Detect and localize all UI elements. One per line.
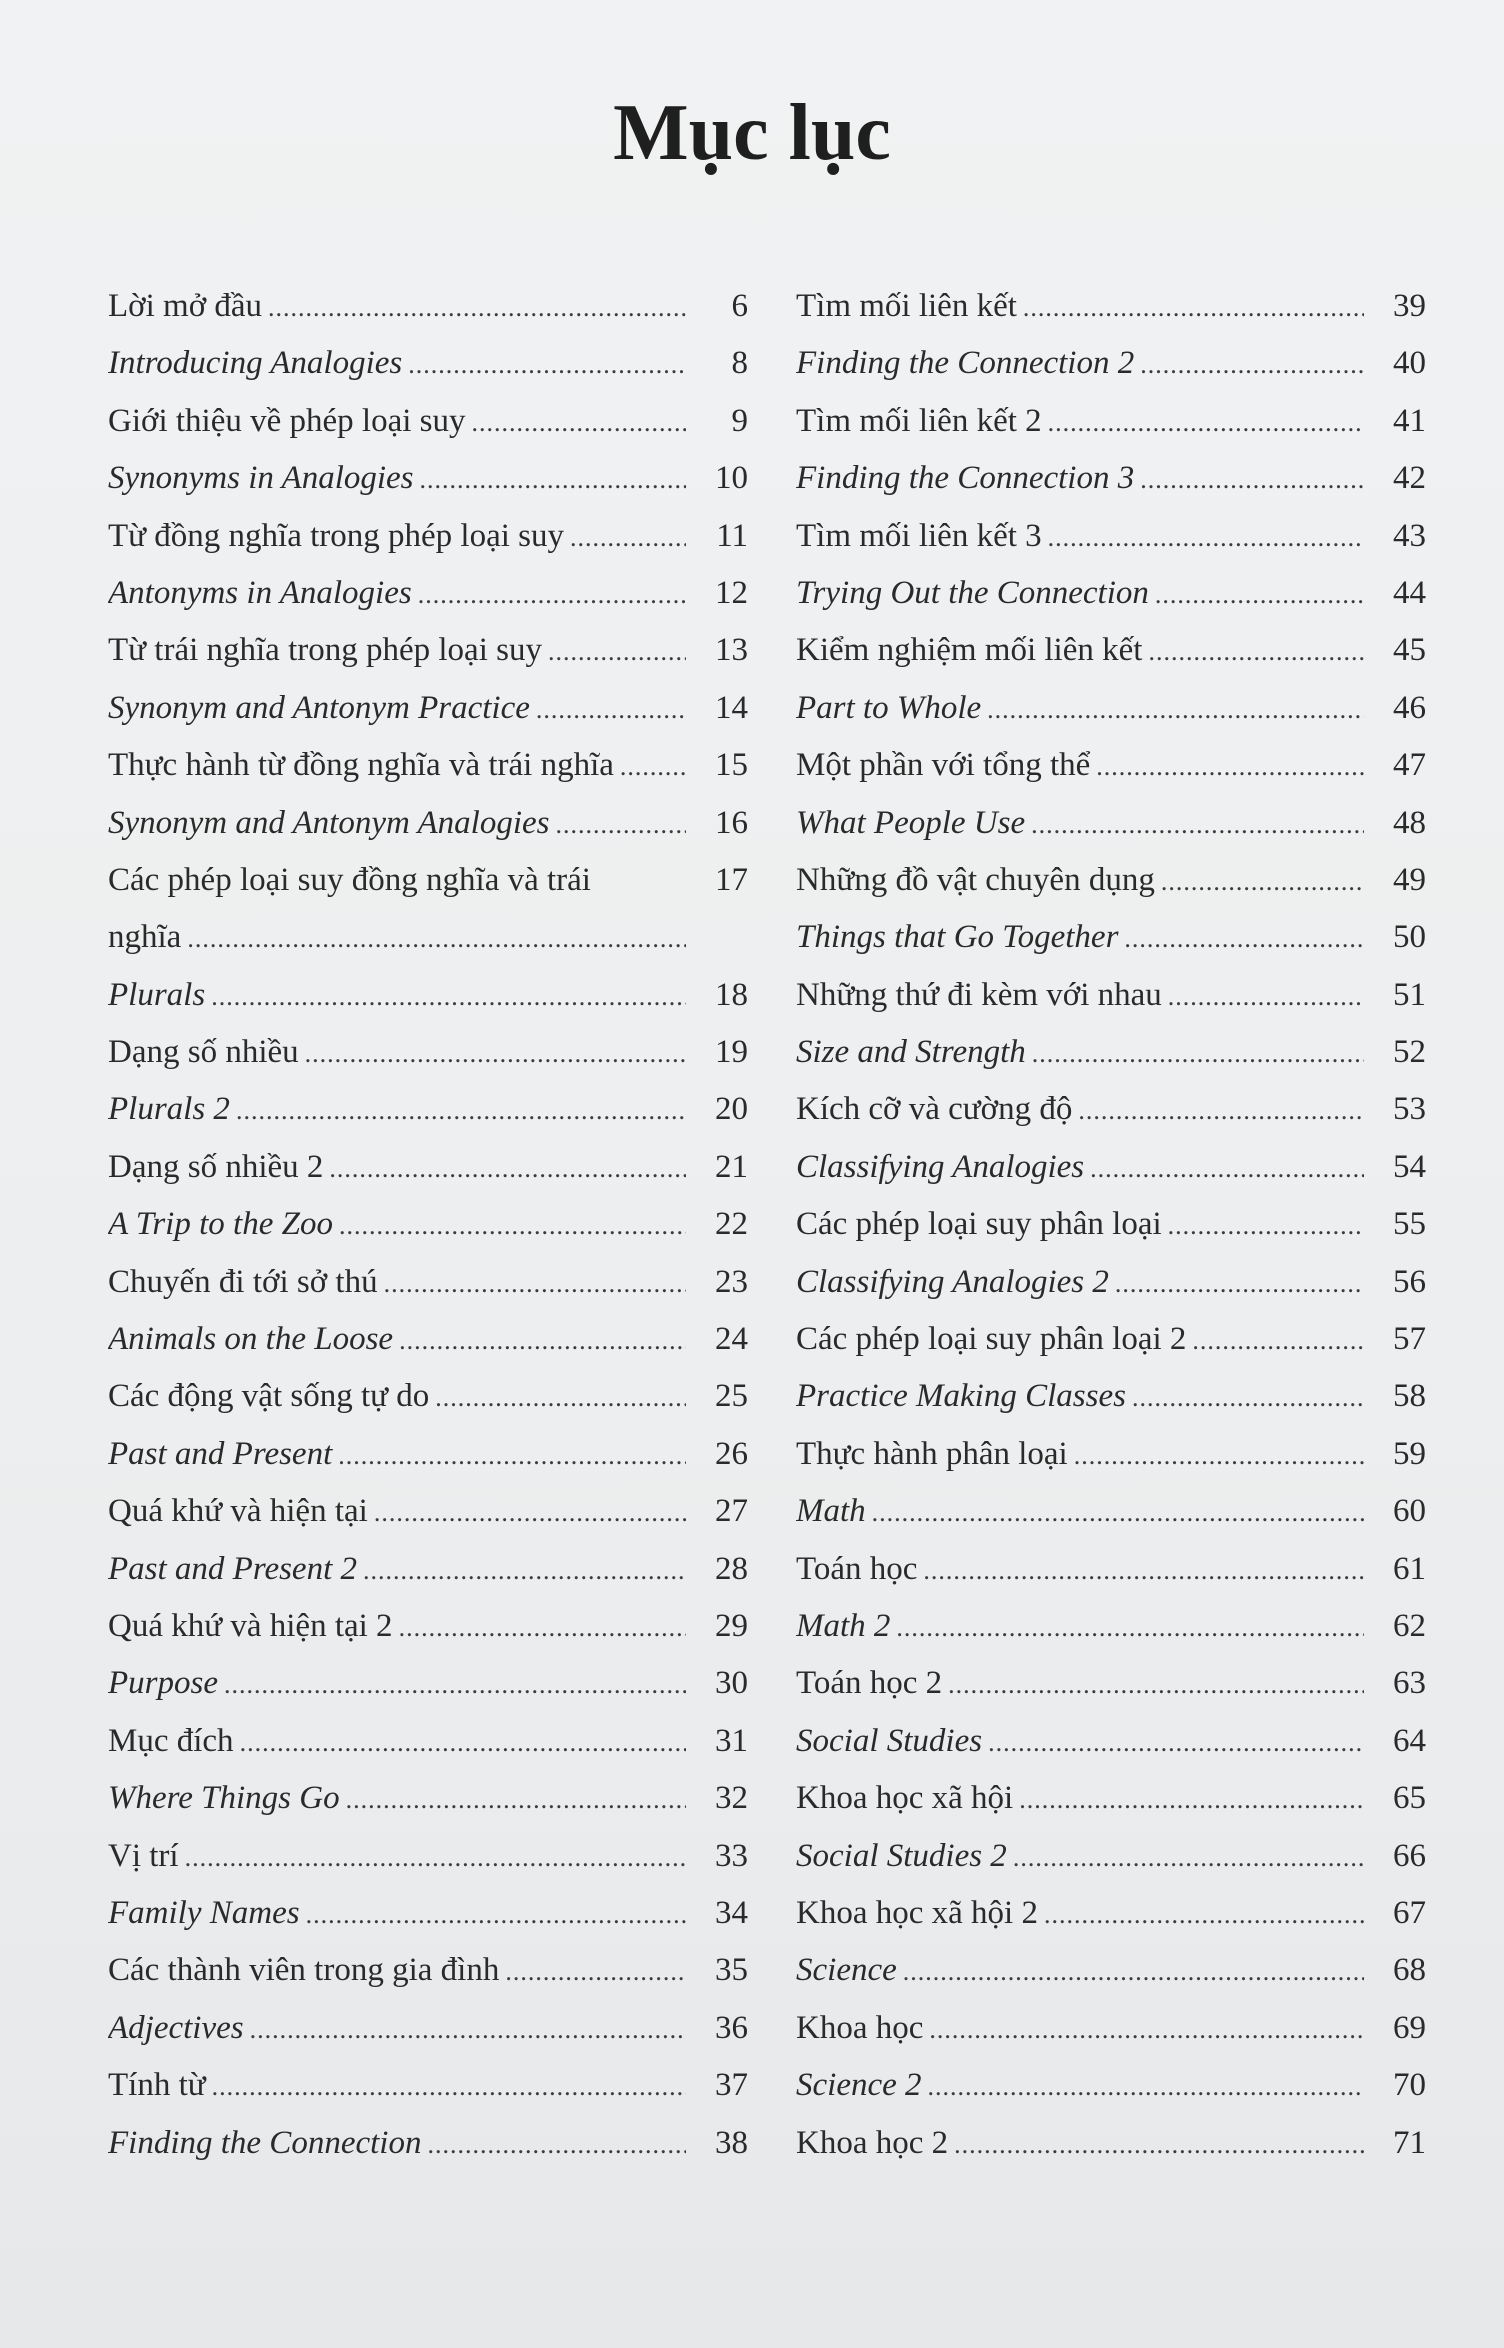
toc-entry-page-number: 35 [715,1952,748,1989]
toc-entry-page-number: 39 [1393,288,1426,324]
toc-entry [796,2010,1426,2067]
toc-entry-title: Synonyms in Analogies ..... [108,460,686,497]
toc-entry-page-number: 70 [1393,2067,1426,2104]
toc-entry-title: Science ..... [796,1952,1364,1989]
toc-entry-title: Math ..... [796,1493,1364,1530]
toc-entry-page-number: 61 [1393,1550,1426,1587]
toc-entry-title: What People Use ..... [796,805,1364,842]
toc-entry-page-number: 38 [715,2124,748,2161]
toc-entry [108,632,748,689]
toc-entry-title: Toán học 2 ..... [796,1665,1364,1702]
toc-entry-title: Thực hành phân loại ..... [796,1436,1364,1473]
toc-entry-page-number: 34 [715,1894,748,1931]
toc-entry-title: Part to Whole ..... [796,690,1364,727]
toc-entry-page-number: 64 [1393,1722,1426,1759]
toc-entry [108,862,748,977]
toc-entry [108,1551,748,1608]
toc-entry [796,1091,1426,1148]
toc-entry [796,690,1426,747]
toc-entry-title: Social Studies 2 ..... [796,1838,1364,1875]
toc-entry-page-number: 27 [715,1493,748,1530]
toc-entry [796,1838,1426,1895]
toc-entry [108,345,748,402]
page-title: Mục lục [613,89,891,177]
toc-entry-page-number: 13 [715,632,748,669]
toc-entry [108,747,748,804]
toc-entry-title: Những thứ đi kèm với nhau ..... [796,977,1364,1014]
toc-entry-page-number: 57 [1393,1321,1426,1358]
toc-entry-page-number: 41 [1393,402,1426,439]
toc-entry [796,977,1426,1034]
toc-entry-title: Purpose ..... [108,1665,686,1702]
toc-entry-title: Practice Making Classes ..... [796,1378,1364,1415]
toc-entry-title: Các phép loại suy phân loại 2 ..... [796,1321,1364,1358]
toc-entry-page-number: 33 [715,1837,748,1874]
toc-entry-page-number: 36 [715,2009,748,2046]
toc-entry [108,1608,748,1665]
toc-entry-page-number: 60 [1393,1493,1426,1530]
toc-entry [796,575,1426,632]
toc-entry-page-number: 25 [715,1378,748,1415]
toc-entry [108,1149,748,1206]
toc-entry-page-number: 18 [715,976,748,1013]
toc-entry [108,1206,748,1263]
toc-entry [796,1493,1426,1550]
toc-entry-title: Mục đích ..... [108,1723,686,1760]
toc-entry-title: Thực hành từ đồng nghĩa và trái nghĩa ..... [108,747,686,784]
toc-entry-page-number: 42 [1393,460,1426,497]
toc-entry-page-number: 51 [1393,976,1426,1013]
toc-entry-page-number: 46 [1393,689,1426,726]
toc-entry-title: Classifying Analogies 2 ..... [796,1264,1364,1301]
toc-entry-page-number: 22 [715,1206,748,1243]
toc-entry-title: Animals on the Loose ..... [108,1321,686,1358]
toc-entry [108,1436,748,1493]
toc-entry [796,1608,1426,1665]
toc-entry-page-number: 8 [731,345,748,382]
toc-entry-title: Khoa học xã hội 2 ..... [796,1895,1364,1932]
toc-entry-title: Family Names ..... [108,1895,686,1932]
toc-entry-title: Khoa học xã hội ..... [796,1780,1364,1817]
toc-entry [796,1264,1426,1321]
toc-entry-page-number: 17 [715,861,748,898]
toc-entry-title: Synonym and Antonym Practice ..... [108,690,686,727]
toc-entry-title: Các thành viên trong gia đình ..... [108,1952,686,1989]
toc-entry-title: Từ đồng nghĩa trong phép loại suy ..... [108,518,686,555]
toc-entry-page-number: 47 [1393,747,1426,784]
toc-entry [108,575,748,632]
toc-entry [796,747,1426,804]
toc-entry-page-number: 67 [1393,1894,1426,1931]
toc-entry-page-number: 21 [715,1148,748,1185]
toc-entry-page-number: 66 [1393,1837,1426,1874]
toc-entry-page-number: 23 [715,1263,748,1300]
toc-entry-page-number: 20 [715,1091,748,1128]
toc-entry-title: Các phép loại suy đồng nghĩa và trái nghĩa ..... [108,852,686,968]
toc-entry-page-number: 16 [715,804,748,841]
toc-entry-title: Social Studies ..... [796,1723,1364,1760]
toc-entry [108,1378,748,1435]
toc-entry-page-number: 12 [715,574,748,611]
toc-entry-title: A Trip to the Zoo ..... [108,1206,686,1243]
toc-entry-page-number: 37 [715,2067,748,2104]
toc-entry-page-number: 52 [1393,1034,1426,1071]
toc-entry-page-number: 24 [715,1321,748,1358]
toc-entry-title: Tìm mối liên kết ..... [796,288,1364,325]
toc-entry-page-number: 68 [1393,1952,1426,1989]
toc-entry [796,1665,1426,1722]
toc-entry-title: Từ trái nghĩa trong phép loại suy ..... [108,632,686,669]
toc-entry [108,2067,748,2124]
toc-entry-page-number: 58 [1393,1378,1426,1415]
toc-entry [796,1034,1426,1091]
toc-entry [796,1780,1426,1837]
toc-entry-page-number: 53 [1393,1091,1426,1128]
toc-entry-title: Toán học ..... [796,1551,1364,1588]
toc-entry-title: Finding the Connection ..... [108,2125,686,2162]
toc-entry-page-number: 69 [1393,2009,1426,2046]
toc-entry [108,1952,748,2009]
toc-entry-title: Những đồ vật chuyên dụng ..... [796,862,1364,899]
toc-entry-page-number: 26 [715,1435,748,1472]
toc-entry [108,2125,748,2182]
toc-entry [108,1665,748,1722]
toc-entry-title: Giới thiệu về phép loại suy ..... [108,403,686,440]
toc-entry-page-number: 59 [1393,1435,1426,1472]
toc-entry-title: Where Things Go ..... [108,1780,686,1817]
toc-entry [796,1378,1426,1435]
toc-entry [796,2067,1426,2124]
toc-entry [108,1838,748,1895]
toc-entry-title: Dạng số nhiều ..... [108,1034,686,1071]
toc-entry-page-number: 44 [1393,574,1426,611]
toc-entry-page-number: 71 [1393,2124,1426,2161]
toc-entry [796,1952,1426,2009]
toc-entry [796,460,1426,517]
toc-entry-page-number: 56 [1393,1263,1426,1300]
toc-entry-title: Lời mở đầu ..... [108,288,686,325]
toc-entry-page-number: 31 [715,1722,748,1759]
toc-entry [796,632,1426,689]
toc-entry-title: Chuyến đi tới sở thú ..... [108,1264,686,1301]
toc-entry [796,1436,1426,1493]
toc-entry [108,1780,748,1837]
toc-entry-title: Things that Go Together ..... [796,919,1364,956]
toc-entry-title: Các phép loại suy phân loại ..... [796,1206,1364,1243]
toc-entry [108,518,748,575]
toc-entry-title: Finding the Connection 3 ..... [796,460,1364,497]
toc-entry [108,1091,748,1148]
toc-entry-page-number: 11 [716,517,748,554]
toc-entry [796,288,1426,345]
toc-entry-page-number: 6 [731,288,748,324]
toc-entry-title: Quá khứ và hiện tại 2 ..... [108,1608,686,1645]
toc-entry-page-number: 49 [1393,861,1426,898]
toc-entry-title: Khoa học 2 ..... [796,2125,1364,2162]
toc-entry-title: Các động vật sống tự do ..... [108,1378,686,1415]
toc-entry [796,1321,1426,1378]
toc-entry-title: Classifying Analogies ..... [796,1149,1364,1186]
toc-entry-title: Antonyms in Analogies ..... [108,575,686,612]
toc-entry-page-number: 54 [1393,1148,1426,1185]
toc-entry-title: Plurals 2 ..... [108,1091,686,1128]
toc-entry-page-number: 29 [715,1608,748,1644]
toc-entry-title: Introducing Analogies ..... [108,345,686,382]
toc-entry-title: Khoa học ..... [796,2010,1364,2047]
toc-entry-page-number: 40 [1393,345,1426,382]
toc-entry-page-number: 63 [1393,1665,1426,1702]
toc-entry-title: Tìm mối liên kết 3 ..... [796,518,1364,555]
toc-entry-title: Tính từ ..... [108,2067,686,2104]
toc-entry-page-number: 48 [1393,804,1426,841]
toc-entry-page-number: 9 [731,402,748,439]
toc-entry [108,2010,748,2067]
toc-entry [108,977,748,1034]
toc-entry-title: Kiểm nghiệm mối liên kết ..... [796,632,1364,669]
toc-entry [108,690,748,747]
toc-entry [108,1321,748,1378]
toc-entry-title: Một phần với tổng thể ..... [796,747,1364,784]
toc-entry-title: Adjectives ..... [108,2010,686,2047]
toc-entry [108,460,748,517]
toc-entry-title: Kích cỡ và cường độ ..... [796,1091,1364,1128]
toc-entry-title: Plurals ..... [108,977,686,1014]
toc-entry [796,345,1426,402]
toc-entry [108,403,748,460]
toc-entry-page-number: 32 [715,1780,748,1817]
toc-entry-page-number: 65 [1393,1780,1426,1817]
toc-entry-page-number: 28 [715,1550,748,1587]
toc-left-column [108,288,748,2182]
toc-entry [796,862,1426,919]
toc-entry-title: Math 2 ..... [796,1608,1364,1645]
toc-entry-page-number: 55 [1393,1206,1426,1243]
toc-entry [796,1723,1426,1780]
toc-entry [108,1895,748,1952]
toc-entry [796,919,1426,976]
toc-entry-title: Finding the Connection 2 ..... [796,345,1364,382]
toc-entry [796,1551,1426,1608]
toc-entry [796,2125,1426,2182]
toc-entry [796,805,1426,862]
toc-entry-title: Trying Out the Connection ..... [796,575,1364,612]
toc-entry-title: Dạng số nhiều 2 ..... [108,1149,686,1186]
toc-entry-page-number: 14 [715,689,748,726]
toc-entry [108,1034,748,1091]
toc-entry [108,1493,748,1550]
toc-entry [796,403,1426,460]
toc-entry-title: Science 2 ..... [796,2067,1364,2104]
toc-entry-page-number: 15 [715,747,748,784]
toc-entry-title: Size and Strength ..... [796,1034,1364,1071]
toc-entry-title: Vị trí ..... [108,1838,686,1875]
toc-entry-page-number: 19 [715,1034,748,1071]
toc-entry-title: Past and Present 2 ..... [108,1551,686,1588]
toc-entry-title: Synonym and Antonym Analogies ..... [108,805,686,842]
toc-entry-page-number: 62 [1393,1607,1426,1644]
toc-entry-page-number: 30 [715,1665,748,1702]
toc-entry-page-number: 43 [1393,517,1426,554]
toc-entry [108,1264,748,1321]
toc-entry [796,518,1426,575]
toc-entry-title: Quá khứ và hiện tại ..... [108,1493,686,1530]
toc-entry-title: Tìm mối liên kết 2 ..... [796,403,1364,440]
toc-entry [796,1895,1426,1952]
toc-entry [108,1723,748,1780]
toc-right-column [796,288,1426,2182]
toc-entry [796,1149,1426,1206]
toc-entry-page-number: 50 [1393,919,1426,956]
toc-entry [796,1206,1426,1263]
toc-entry [108,288,748,345]
toc-entry-page-number: 45 [1393,632,1426,669]
toc-entry-page-number: 10 [715,460,748,497]
toc-entry-title: Past and Present ..... [108,1436,686,1473]
